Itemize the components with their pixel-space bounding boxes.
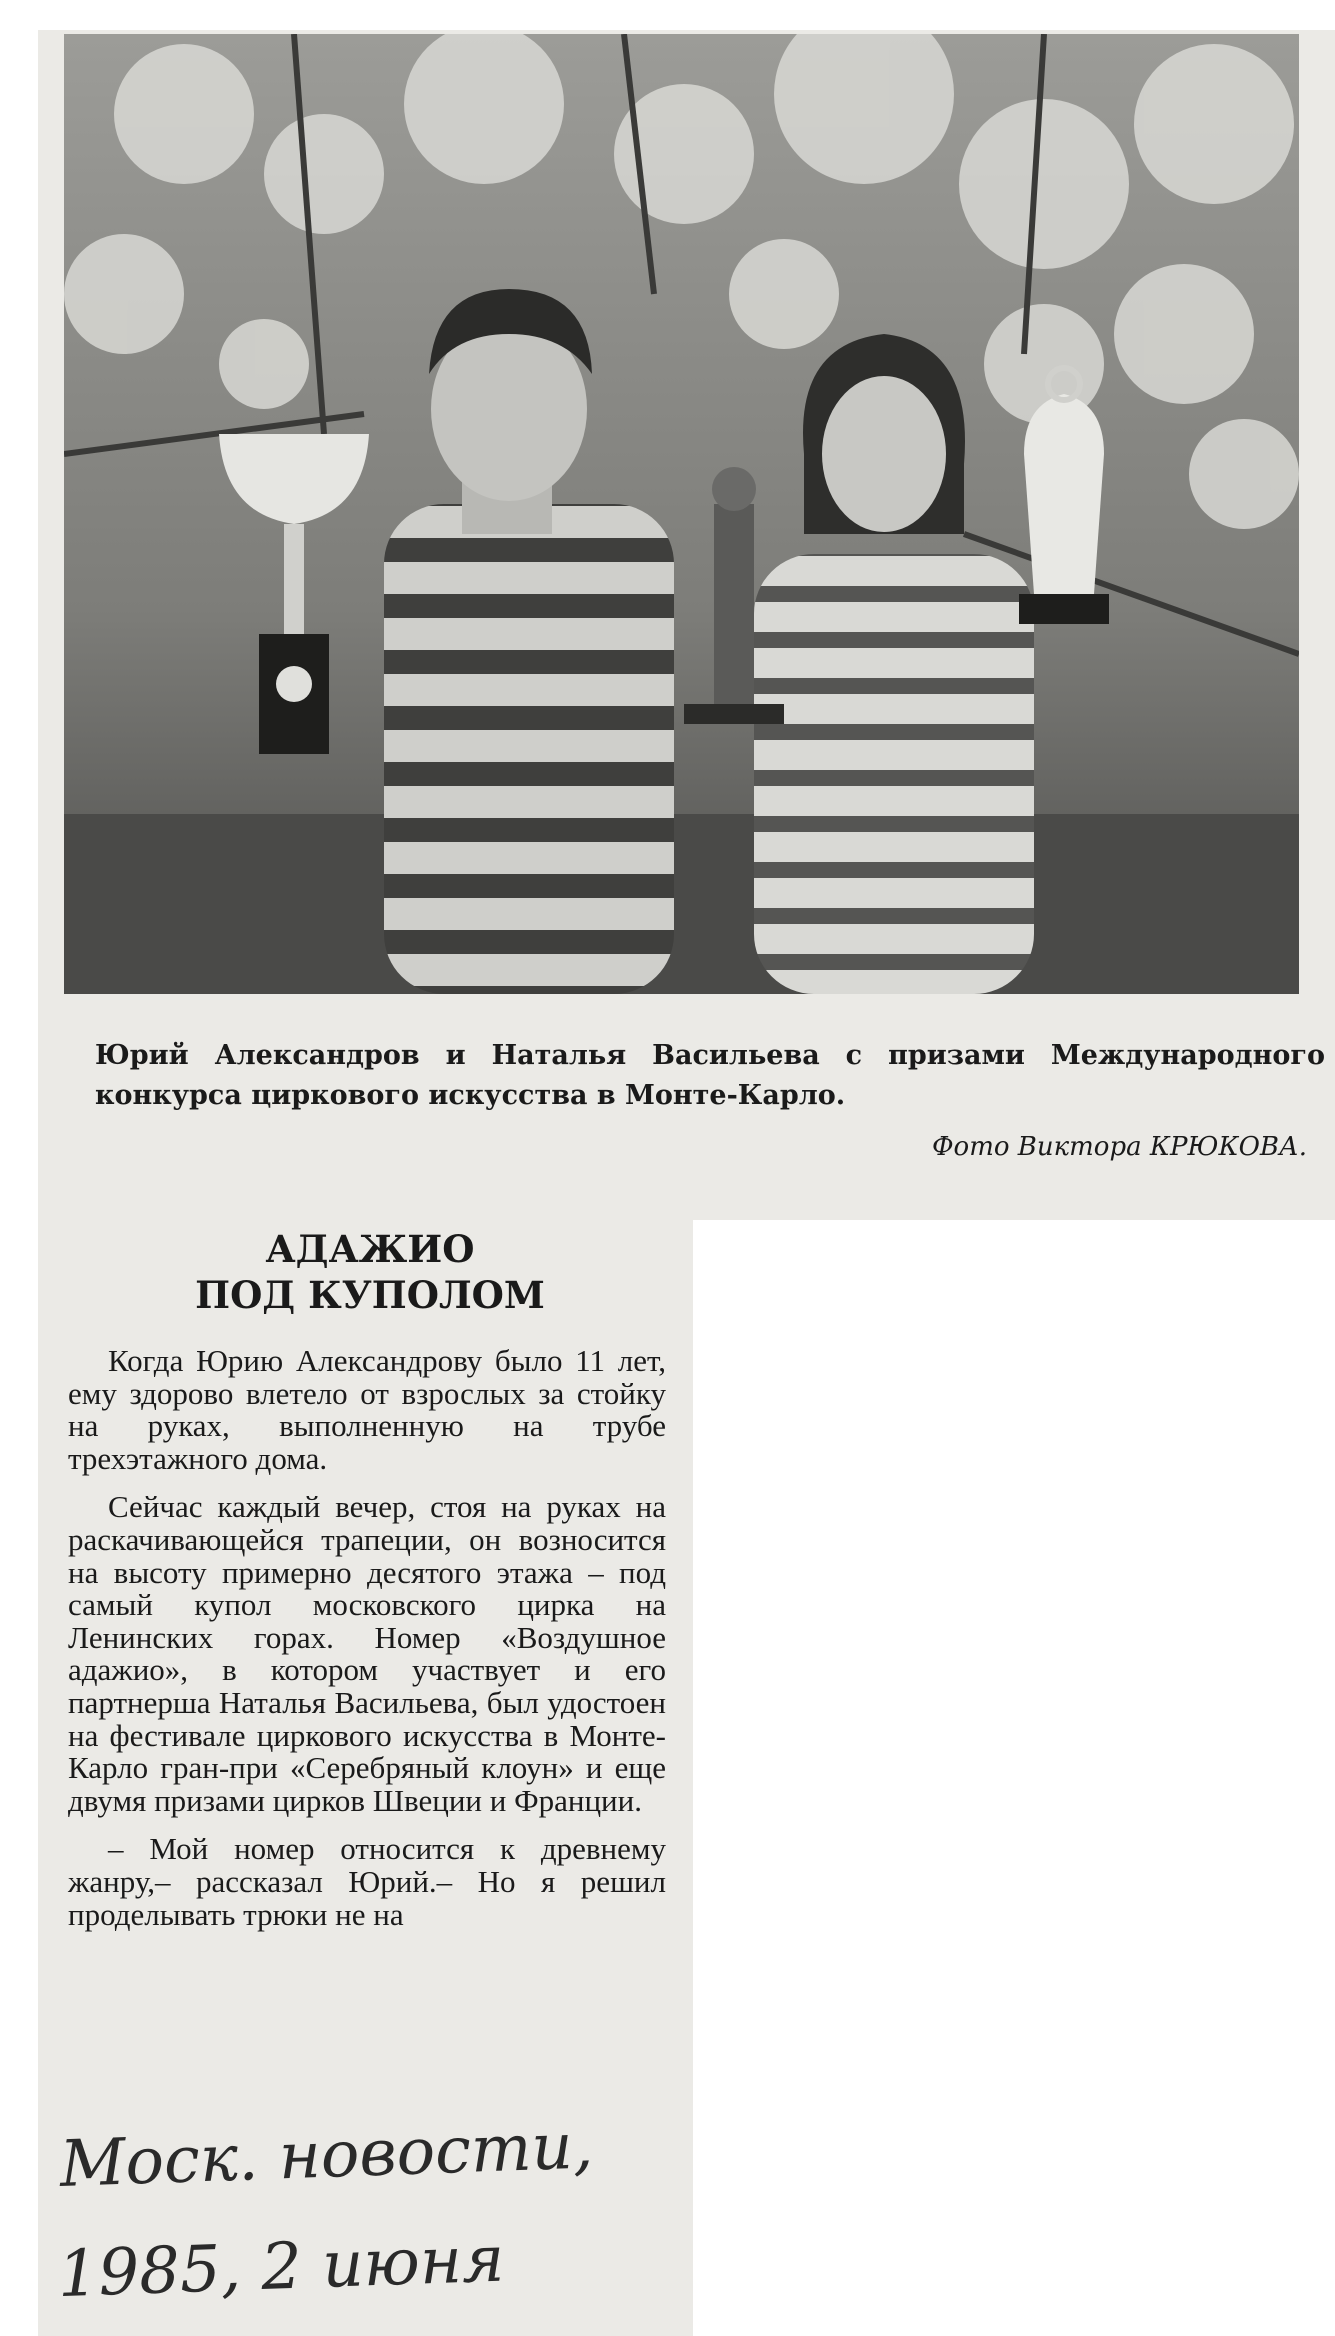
handwritten-source-note [58,2089,665,2330]
photo-credit: Фото Виктора КРЮКОВА. [931,1132,1307,1162]
article-photo [64,34,1299,994]
article-paragraph: Когда Юрию Александрову было 11 лет, ему здорово влетело от взрослых за стойку на руках, выполненную на трубе трехэтажного дома. [68,1343,666,1476]
article-headline [70,1226,670,1318]
article-paragraph: – Мой номер относится к древнему жанру,– рассказал Юрий.– Но я решил проделывать трюки не на [68,1831,666,1932]
headline-line-2: ПОД КУПОЛОМ [195,1273,545,1317]
photo-caption: Юрий Александров и Наталья Васильева с призами Международного конкурса циркового искусства в Монте-Карло. [95,1040,1325,1111]
headline-line-1: АДАЖИО [265,1227,475,1271]
article-body [68,1345,666,1947]
ground [64,814,1299,994]
handwritten-note-line-2: 1985, 2 июня [56,2222,506,2313]
article-paragraph: Сейчас каждый вечер, стоя на руках на раскачивающейся трапеции, он возносится на высоту примерно десятого этажа – под самый купол московского цирка на Ленинских горах. Номер «Воздушное адажио», в котором участвует и его партнерша Наталья Васильева, был удостоен на фестивале циркового искусства в Монте-Карло гран-при «Серебряный клоун» и еще двумя призами цирков Швеции и Франции. [68,1489,666,1818]
photo-illustration [64,34,1299,994]
handwritten-note-line-1: Моск. новости, [58,2109,595,2202]
